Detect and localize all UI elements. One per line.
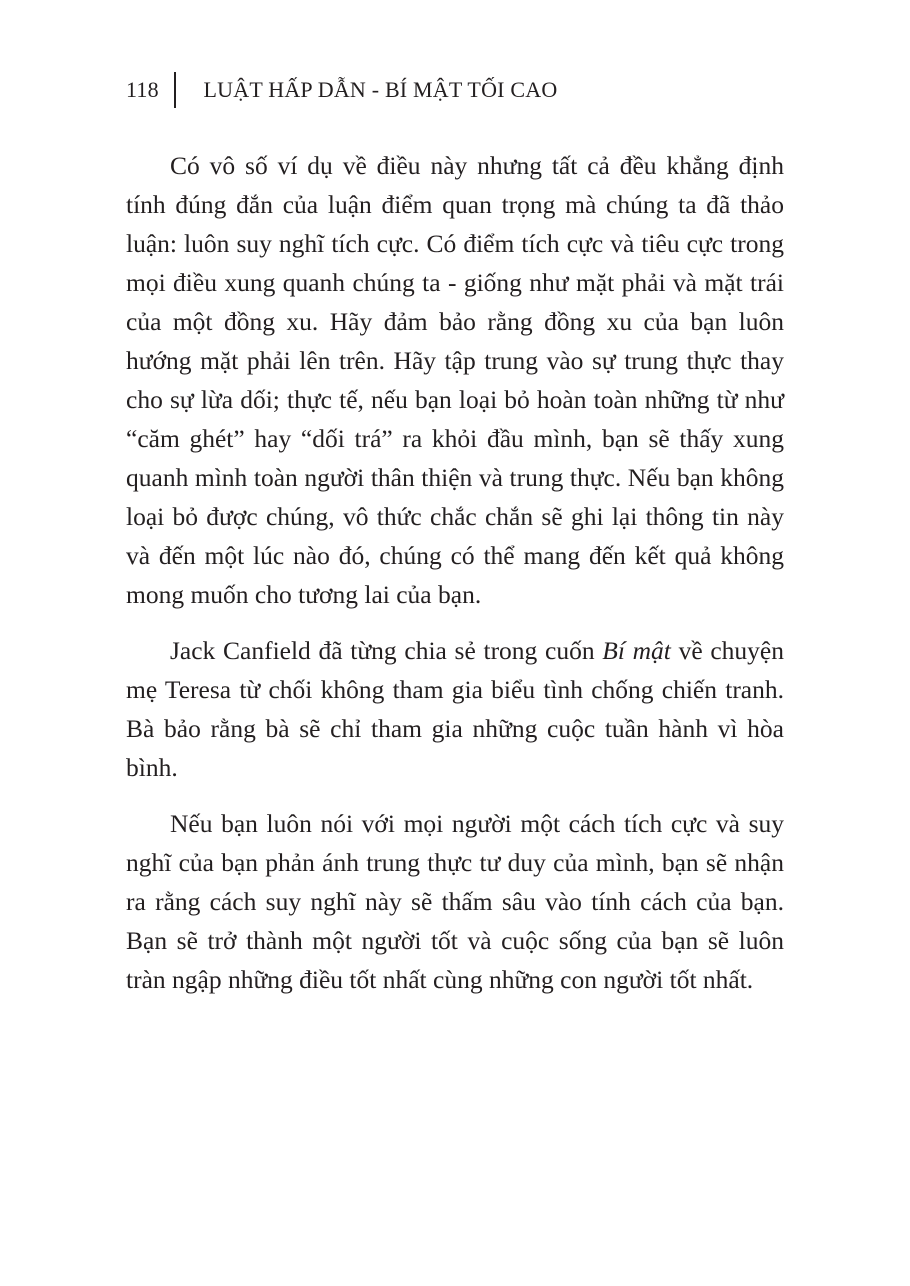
body-text	[126, 146, 784, 1016]
book-title: Bí mật	[602, 636, 671, 665]
paragraph-1: Có vô số ví dụ về điều này nhưng tất cả đều khẳng định tính đúng đắn của luận điểm quan trọng mà chúng ta đã thảo luận: luôn suy nghĩ tích cực. Có điểm tích cực và tiêu cực trong mọi điều xung quanh chúng ta - giống như mặt phải và mặt trái của một đồng xu. Hãy đảm bảo rằng đồng xu của bạn luôn hướng mặt phải lên trên. Hãy tập trung vào sự trung thực thay cho sự lừa dối; thực tế, nếu bạn loại bỏ hoàn toàn những từ như “căm ghét” hay “dối trá” ra khỏi đầu mình, bạn sẽ thấy xung quanh mình toàn người thân thiện và trung thực. Nếu bạn không loại bỏ được chúng, vô thức chắc chắn sẽ ghi lại thông tin này và đến một lúc nào đó, chúng có thể mang đến kết quả không mong muốn cho tương lai của bạn.	[126, 151, 784, 609]
paragraph-2-before: Jack Canfield đã từng chia sẻ trong cuốn	[170, 636, 603, 665]
page-header	[126, 72, 557, 108]
page-number: 118	[126, 77, 159, 102]
paragraph-2-after: về chuyện mẹ Teresa từ chối không tham gia biểu tình chống chiến tranh. Bà bảo rằng bà sẽ chỉ tham gia những cuộc tuần hành vì hòa bình.	[126, 636, 784, 782]
running-title: LUẬT HẤP DẪN - BÍ MẬT TỐI CAO	[203, 77, 558, 102]
paragraph-2	[126, 631, 784, 787]
paragraph-3: Nếu bạn luôn nói với mọi người một cách tích cực và suy nghĩ của bạn phản ánh trung thực tư duy của mình, bạn sẽ nhận ra rằng cách suy nghĩ này sẽ thấm sâu vào tính cách của bạn. Bạn sẽ trở thành một người tốt và cuộc sống của bạn sẽ luôn tràn ngập những điều tốt nhất cùng những con người tốt nhất.	[126, 809, 784, 994]
header-divider	[174, 72, 176, 108]
